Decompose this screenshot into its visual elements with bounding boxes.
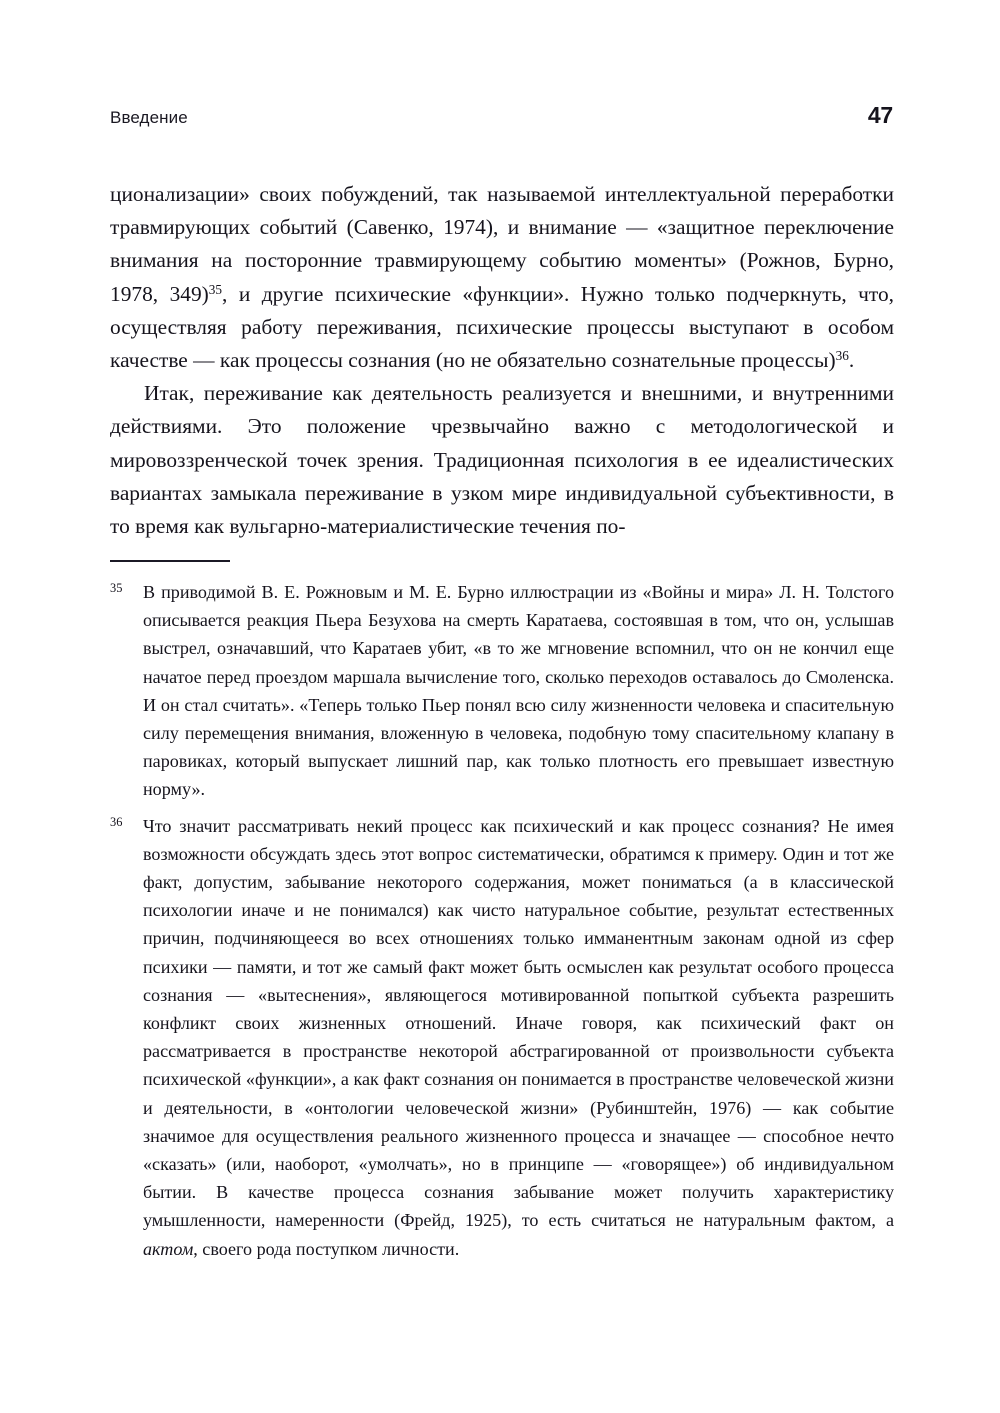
running-head-title: Введение [110,108,188,127]
body-paragraph-1-text-after: , и другие психические «функции». Нужно только подчеркнуть, что, осуществляя работу переживания, психические процессы выступают в особом качестве — как процессы сознания (но не обязательно сознательные процессы) [110,281,894,373]
footnote-reference-36[interactable]: 36 [835,348,849,364]
body-paragraph-1-text-tail: . [848,348,855,373]
footnote-35-text: В приводимой В. Е. Рожновым и М. Е. Бурно иллюстрации из «Войны и мира» Л. Н. Толстого описывается реакция Пьера Безухова на смерть Каратаева, состоявшая в том, что он, услышав выстрел, означавший, что Каратаев убит, «в то же мгновение вспомнил, что он не кончил еще начатое перед проездом маршала вычисление того, сколько переходов оставалось до Смоленска. И он стал считать». «Теперь только Пьер понял всю силу жизненности человека и спасительную силу перемещения внимания, вложенную в человека, подобную тому спасительному клапану в паровиках, который выпускает лишний пар, как только плотность его превышает известную норму». [143,582,894,800]
footnote-35 [110,578,894,804]
footnote-36-marker: 36 [110,814,123,829]
footnote-reference-35[interactable]: 35 [208,281,223,297]
body-text-block [110,178,894,543]
footnote-36-text-before-emphasis: Что значит рассматривать некий процесс как психический и как процесс сознания? Не имея возможности обсуждать здесь этот вопрос систематически, обратимся к примеру. Один и тот же факт, допустим, забывание некоторого содержания, может пониматься (а в классической психологии иначе и не понимался) как чисто натуральное событие, результат естественных причин, подчиняющееся во всех отношениях только имманентным законам одной из сфер психики — памяти, и тот же самый факт может быть осмыслен как результат особого процесса сознания — «вытеснения», являющегося мотивированной попыткой субъекта разрешить конфликт своих жизненных отношений. Иначе говоря, как психический факт он рассматривается в пространстве некоторой абстрагированной от произвольности субъекта психической «функции», а как факт сознания он понимается в пространстве человеческой жизни и деятельности, в «онтологии человеческой жизни» (Рубинштейн, 1976) — как событие значимое для осуществления реального жизненного процесса и значащее — способное нечто «сказать» (или, наоборот, «умолчать», но в принципе — «говорящее») об индивидуальном бытии. В качестве процесса сознания забывание может получить характеристику умышленности, намеренности (Фрейд, 1925), то есть считаться не натуральным фактом, а [143,815,894,1231]
footnote-35-marker: 35 [110,581,123,595]
footnote-36 [110,812,894,1263]
footnote-separator-rule [110,560,230,562]
body-paragraph-2: Итак, переживание как деятельность реализуется и внешними, и внутренними действиями. Это положение чрезвычайно важно с методологической и мировоззренческой точек зрения. Традиционная психология в ее идеалистических вариантах замыкала переживание в узком мире индивидуальной субъективности, в то время как вульгарно-материалистические течения по- [110,381,894,539]
footnotes-block [110,578,894,1263]
page-number: 47 [867,102,893,128]
footnote-36-emphasized-word: актом [143,1238,194,1259]
body-paragraph-1-text: ционализации» своих побуждений, так называемой интеллектуальной переработки травмирующих событий (Савенко, 1974), и внимание — «защитное переключение внимания на посторонние травмирующему событию моменты» (Рожнов, Бурно, 1978, 349) [110,182,894,306]
footnote-36-text-after-emphasis: , своего рода поступком личности. [193,1238,460,1259]
footnote-36-text [143,812,894,1263]
running-head [110,104,893,134]
body-paragraph-1 [110,178,894,377]
